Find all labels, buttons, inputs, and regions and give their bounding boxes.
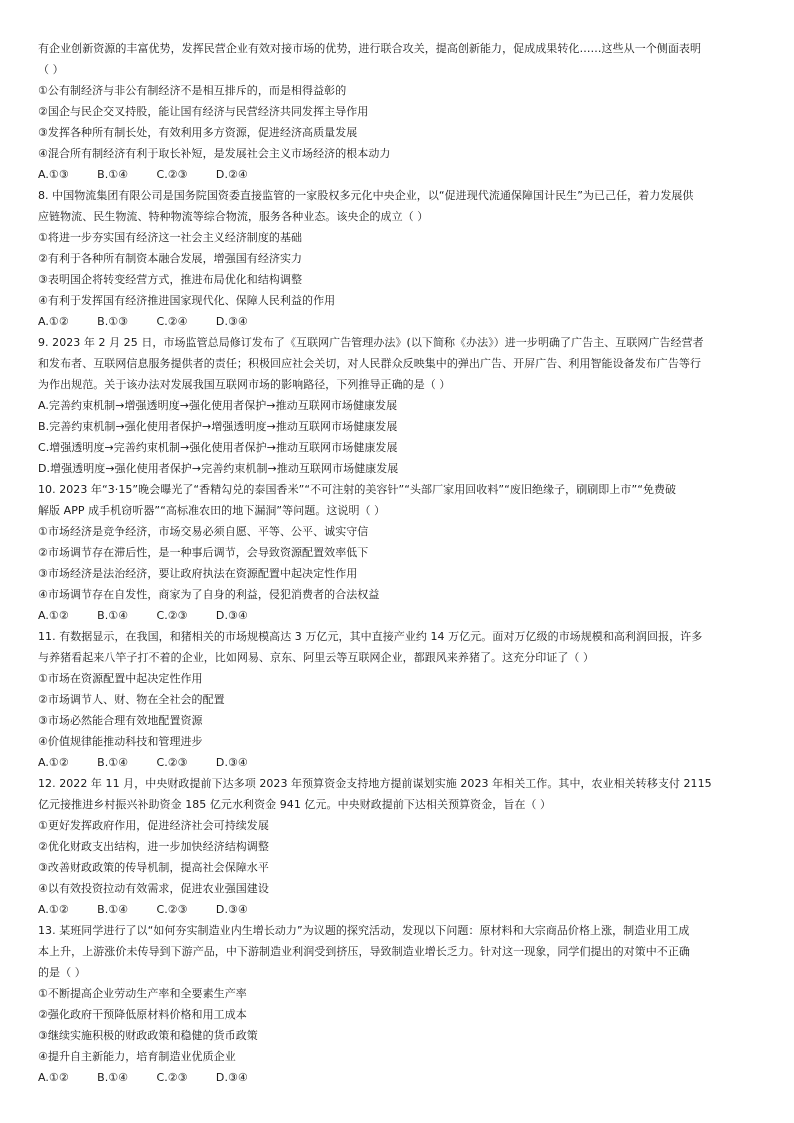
question-stem-line: 与养猪看起来八竿子打不着的企业，比如网易、京东、阿里云等互联网企业，都跟风来养猪了。这充分印证了（ ） bbox=[38, 651, 595, 664]
option-statement: ①公有制经济与非公有制经济不是相互排斥的，而是相得益彰的 bbox=[38, 84, 347, 97]
question-stem-line: 本上升，上游涨价未传导到下游产品，中下游制造业利润受到挤压，导致制造业增长乏力。针对这一现象，同学们提出的对策中不正确 bbox=[38, 945, 690, 958]
option-statement: ②强化政府干预降低原材料价格和用工成本 bbox=[38, 1008, 247, 1021]
option-statement: ①将进一步夯实国有经济这一社会主义经济制度的基础 bbox=[38, 231, 303, 244]
option-statement: A.完善约束机制→增强透明度→强化使用者保护→推动互联网市场健康发展 bbox=[38, 399, 398, 412]
question-block bbox=[38, 626, 768, 773]
option-statement: ③改善财政政策的传导机制，提高社会保障水平 bbox=[38, 861, 269, 874]
question-block bbox=[38, 920, 768, 1088]
option-statement: ③发挥各种所有制长处，有效利用多方资源，促进经济高质量发展 bbox=[38, 126, 358, 139]
option-statement: ③市场必然能合理有效地配置资源 bbox=[38, 714, 203, 727]
answer-choices: A.①② B.①③ C.②④ D.③④ bbox=[38, 315, 248, 328]
question-block bbox=[38, 38, 768, 185]
option-statement: C.增强透明度→完善约束机制→强化使用者保护→推动互联网市场健康发展 bbox=[38, 441, 398, 454]
question-stem-line: 有企业创新资源的丰富优势，发挥民营企业有效对接市场的优势，进行联合攻关，提高创新能力，促成成果转化……这些从一个侧面表明 bbox=[38, 42, 701, 55]
question-stem-line: 9. 2023 年 2 月 25 日，市场监管总局修订发布了《互联网广告管理办法》(以下简称《办法》）进一步明确了广告主、互联网广告经营者 bbox=[38, 336, 704, 349]
question-stem-line: 为作出规范。关于该办法对发展我国互联网市场的影响路径，下列推导正确的是（ ） bbox=[38, 378, 451, 391]
option-statement: ②有利于各种所有制资本融合发展，增强国有经济实力 bbox=[38, 252, 303, 265]
option-statement: ②市场调节存在滞后性，是一种事后调节，会导致资源配置效率低下 bbox=[38, 546, 369, 559]
answer-choices: A.①② B.①④ C.②③ D.③④ bbox=[38, 756, 248, 769]
question-stem-line: 13. 某班同学进行了以“如何夯实制造业内生增长动力”为议题的探究活动，发现以下问题：原材料和大宗商品价格上涨，制造业用工成 bbox=[38, 924, 690, 937]
option-statement: ②优化财政支出结构，进一步加快经济结构调整 bbox=[38, 840, 269, 853]
option-statement: ④以有效投资拉动有效需求，促进农业强国建设 bbox=[38, 882, 269, 895]
question-stem-line: 解版 APP 成手机窃听器”“高标准农田的地下漏洞”等问题。这说明（ ） bbox=[38, 504, 386, 517]
question-stem-line: 8. 中国物流集团有限公司是国务院国资委直接监管的一家股权多元化中央企业，以“促进现代流通保障国计民生”为已己任，着力发展供 bbox=[38, 189, 694, 202]
option-statement: ④有利于发挥国有经济推进国家现代化、保障人民利益的作用 bbox=[38, 294, 336, 307]
question-stem-line: 11. 有数据显示，在我国，和猪相关的市场规模高达 3 万亿元，其中直接产业约 14 万亿元。面对万亿级的市场规模和高利润回报，许多 bbox=[38, 630, 703, 643]
question-stem-line: 12. 2022 年 11 月，中央财政提前下达多项 2023 年预算资金支持地方提前谋划实施 2023 年相关工作。其中，农业相关转移支付 2115 bbox=[38, 777, 712, 790]
option-statement: ①不断提高企业劳动生产率和全要素生产率 bbox=[38, 987, 247, 1000]
answer-choices: A.①② B.①④ C.②③ D.③④ bbox=[38, 1071, 248, 1084]
option-statement: ③市场经济是法治经济，要让政府执法在资源配置中起决定性作用 bbox=[38, 567, 358, 580]
option-statement: ④市场调节存在自发性，商家为了自身的利益，侵犯消费者的合法权益 bbox=[38, 588, 380, 601]
option-statement: ①市场在资源配置中起决定性作用 bbox=[38, 672, 203, 685]
option-statement: ①市场经济是竞争经济，市场交易必须自愿、平等、公平、诚实守信 bbox=[38, 525, 369, 538]
answer-choices: A.①② B.①④ C.②③ D.③④ bbox=[38, 903, 248, 916]
question-block bbox=[38, 479, 768, 626]
option-statement: ④混合所有制经济有利于取长补短，是发展社会主义市场经济的根本动力 bbox=[38, 147, 391, 160]
option-statement: ②市场调节人、财、物在全社会的配置 bbox=[38, 693, 225, 706]
option-statement: B.完善约束机制→强化使用者保护→增强透明度→推动互联网市场健康发展 bbox=[38, 420, 398, 433]
question-block bbox=[38, 773, 768, 920]
option-statement: ②国企与民企交叉持股，能让国有经济与民营经济共同发挥主导作用 bbox=[38, 105, 369, 118]
answer-choices: A.①③ B.①④ C.②③ D.②④ bbox=[38, 168, 248, 181]
question-stem-line: 10. 2023 年“3·15”晚会曝光了“香精勾兑的泰国香米”“不可注射的美容针”“头部厂家用回收料”“废旧绝缘子，刷刷即上市”“免费破 bbox=[38, 483, 677, 496]
option-statement: ④提升自主新能力，培育制造业优质企业 bbox=[38, 1050, 236, 1063]
option-statement: ④价值规律能推动科技和管理进步 bbox=[38, 735, 203, 748]
option-statement: D.增强透明度→强化使用者保护→完善约束机制→推动互联网市场健康发展 bbox=[38, 462, 399, 475]
option-statement: ①更好发挥政府作用，促进经济社会可持续发展 bbox=[38, 819, 269, 832]
answer-choices: A.①② B.①④ C.②③ D.③④ bbox=[38, 609, 248, 622]
question-stem-line: 和发布者、互联网信息服务提供者的责任；积极回应社会关切，对人民群众反映集中的弹出广告、开屏广告、利用智能设备发布广告等行 bbox=[38, 357, 701, 370]
question-block bbox=[38, 332, 768, 479]
question-block bbox=[38, 185, 768, 332]
question-stem-line: 应链物流、民生物流、特种物流等综合物流，服务各种业态。该央企的成立（ ） bbox=[38, 210, 429, 223]
question-stem-line: 亿元接推进乡村振兴补助资金 185 亿元水利资金 941 亿元。中央财政提前下达相关预算资金，旨在（ ） bbox=[38, 798, 552, 811]
question-stem-line: （ ） bbox=[38, 63, 64, 76]
question-stem-line: 的是（ ） bbox=[38, 966, 86, 979]
option-statement: ③表明国企将转变经营方式，推进布局优化和结构调整 bbox=[38, 273, 303, 286]
option-statement: ③继续实施积极的财政政策和稳健的货币政策 bbox=[38, 1029, 258, 1042]
